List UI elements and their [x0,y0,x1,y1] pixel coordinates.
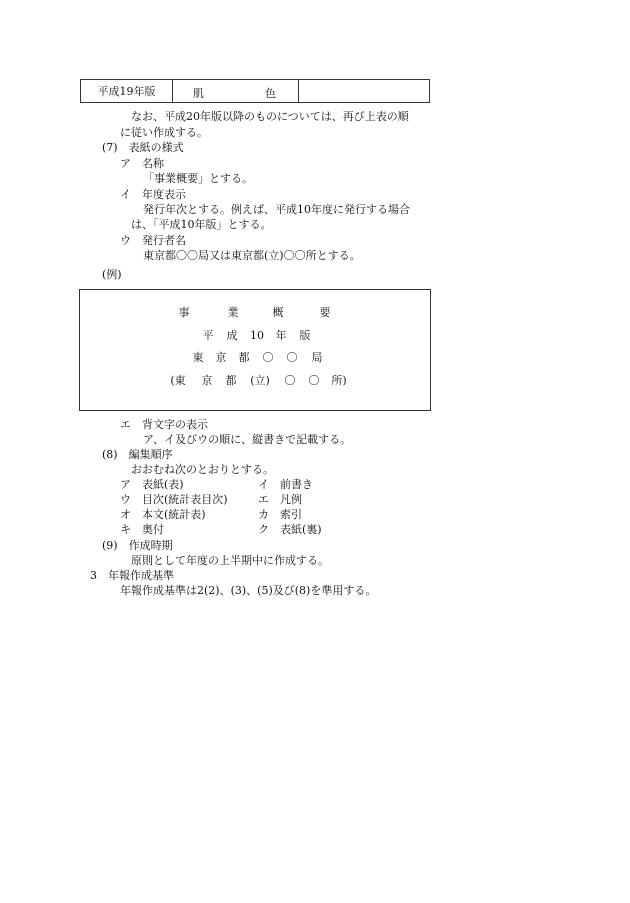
list-item-right-4: ク 表紙(裏) [258,523,322,536]
title-char-3: 概 [272,306,284,319]
year-char-1: 平 [202,329,214,342]
list-item-left-3: オ 本文(統計表) [120,508,206,521]
edition-color-table [80,79,430,103]
section-7e-text: ア、イ及びウの順に、縦書きで記載する。 [143,433,352,446]
office-char-2: 京 [201,374,213,387]
edition-text: 平成19年版 [97,85,156,98]
color-char-1: 肌 [193,87,204,100]
bureau-char-6: 局 [311,351,323,364]
office-char-7: 所) [331,374,347,387]
section-7i-text-2: は、「平成10年版」とする。 [131,218,272,231]
office-char-6: 〇 [308,374,320,387]
section-7a-label: ア 名称 [120,157,164,170]
list-item-right-2: エ 凡例 [258,493,302,506]
title-char-4: 要 [319,306,331,319]
bureau-char-1: 東 [192,351,204,364]
section-7i-text-1: 発行年次とする。例えば、平成10年度に発行する場合 [143,203,410,216]
section-8-intro: おおむね次のとおりとする。 [131,463,274,476]
bureau-char-4: 〇 [262,351,274,364]
year-char-4: 年 [275,329,287,342]
example-cover-box [79,289,431,411]
title-char-1: 事 [178,306,190,319]
note-line-2: に従い作成する。 [120,126,208,139]
section-9-heading: (9) 作成時期 [102,539,173,552]
section-8-heading: (8) 編集順序 [102,448,173,461]
list-item-left-1: ア 表紙(表) [120,478,184,491]
bureau-char-2: 京 [215,351,227,364]
section-7e-label: エ 背文字の表示 [120,418,208,431]
list-item-left-2: ウ 目次(統計表目次) [120,493,228,506]
section-9-text: 原則として年度の上半期中に作成する。 [131,554,329,567]
section-7a-text: 「事業概要」とする。 [143,172,253,185]
section-3-heading: 3 年報作成基準 [90,569,174,582]
office-char-5: 〇 [284,374,296,387]
section-7i-label: イ 年度表示 [120,188,186,201]
list-item-left-4: キ 奥付 [120,523,164,536]
note-line-1: なお、平成20年版以降のものについては、再び上表の順 [131,110,409,123]
office-char-3: 都 [225,374,237,387]
year-char-2: 成 [226,329,238,342]
bureau-char-3: 都 [238,351,250,364]
table-cell-color [173,80,299,102]
list-item-right-3: カ 索引 [258,508,302,521]
office-char-4: (立) [250,374,270,387]
section-7u-label: ウ 発行者名 [120,234,186,247]
color-char-2: 色 [265,87,276,100]
section-7u-text: 東京都〇〇局又は東京都(立)〇〇所とする。 [143,249,361,262]
title-char-2: 業 [227,306,239,319]
example-label: (例) [102,268,122,281]
year-char-5: 版 [299,329,311,342]
office-char-1: (東 [170,374,186,387]
section-3-text: 年報作成基準は2(2)、(3)、(5)及び(8)を準用する。 [120,584,377,597]
year-char-3: 10 [250,329,264,342]
table-cell-empty [299,80,429,102]
bureau-char-5: 〇 [286,351,298,364]
section-7-heading: (7) 表紙の様式 [102,141,184,154]
table-cell-edition [81,80,173,102]
list-item-right-1: イ 前書き [258,478,313,491]
